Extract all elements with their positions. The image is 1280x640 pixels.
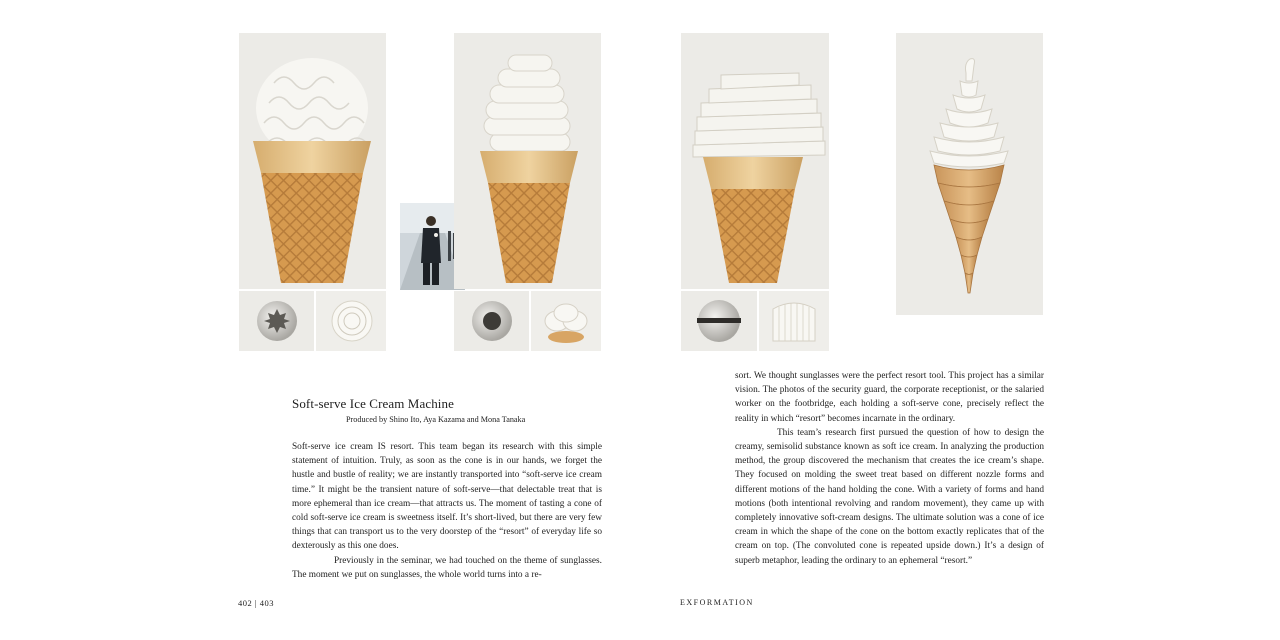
ice-cream-cone-curly-photo bbox=[239, 33, 386, 289]
running-head: EXFORMATION bbox=[680, 598, 754, 607]
ribbon-cream-top-photo bbox=[759, 291, 829, 351]
page-numbers: 402 | 403 bbox=[238, 598, 274, 608]
left-column-text bbox=[292, 440, 602, 582]
ice-cream-cone-layered-ribbons-photo bbox=[681, 33, 829, 289]
article-title: Soft-serve Ice Cream Machine bbox=[292, 396, 454, 411]
left-paragraph-2: Previously in the seminar, we had touched on the theme of sunglasses. The moment we put on sunglasses, the whole world turns into a re- bbox=[292, 555, 602, 580]
right-paragraph-1: sort. We thought sunglasses were the perfect resort tool. This project has a similar vision. The photos of the security guard, the corporate receptionist, or the salaried worker on the footbridge, each holding a soft-serve cone, precisely reflect the reality in which “resort” becomes incarnate in the ordinary. bbox=[735, 371, 1044, 424]
ice-cream-cone-stacked-rolls-photo bbox=[454, 33, 601, 289]
rolled-cream-top-photo bbox=[531, 291, 601, 351]
article-credit: Produced by Shino Ito, Aya Kazama and Mona Tanaka bbox=[346, 415, 526, 424]
star-nozzle-photo bbox=[239, 291, 314, 351]
right-column-text bbox=[735, 369, 1044, 568]
flat-nozzle-photo bbox=[681, 291, 757, 351]
left-paragraph-1: Soft-serve ice cream IS resort. This team began its research with this simple statement of intuition. Truly, as soon as the cone is in our hands, we forget the hustle and bustle of reality; we are instantly transported into “soft-serve ice cream time.” It might be the transient nature of soft-serve—that delectable treat that is more ephemeral than ice cream—that attracts us. The moment of tasting a cone of cold soft-serve ice cream is sweetness itself. It’s short-lived, but there are very few things that can transport us to the very doorstep of the “resort” of everyday life so dexterously as this one does. bbox=[292, 442, 602, 552]
curly-cream-top-photo bbox=[316, 291, 386, 351]
right-paragraph-2: This team’s research first pursued the question of how to design the creamy, semisolid substance known as soft ice cream. In analyzing the production method, the group discovered the mechanism that creates the ice cream’s shape. They focused on molding the sweet treat based on different nozzle forms and different motions of the hand holding the cone. With a variety of forms and hand motions (both intentional revolving and random movement), they came up with completely innovative soft-cream designs. The ultimate solution was a cone of ice cream in which the shape of the cone on the bottom exactly replicates that of the cream on top. (The convoluted cone is repeated upside down.) It’s a design of superb metaphor, leading the ordinary to an ephemeral “resort.” bbox=[735, 427, 1044, 566]
round-nozzle-photo bbox=[454, 291, 529, 351]
spiral-cone-ice-cream-photo bbox=[896, 33, 1043, 315]
